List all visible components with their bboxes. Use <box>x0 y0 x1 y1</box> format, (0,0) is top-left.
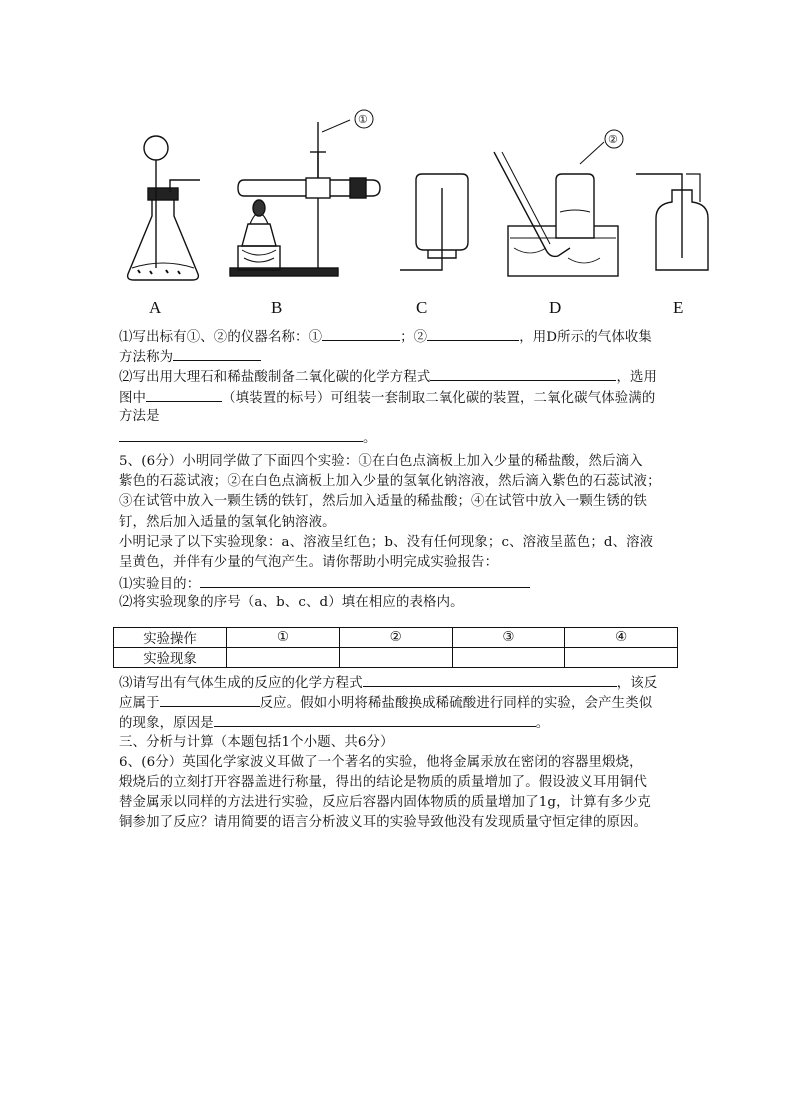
apparatus-b-heating <box>230 122 380 276</box>
apparatus-label-b: B <box>271 298 283 317</box>
q4-part2-line1: ⑵写出用大理石和稀盐酸制备二氧化碳的化学方程式 ，选用 <box>119 366 679 386</box>
q5-intro-line: ③在试管中放入一颗生锈的铁钉，然后加入适量的稀盐酸；④在试管中放入一颗生锈的铁 <box>119 494 648 510</box>
q6-line: 替金属汞以同样的方法进行实验，反应后容器内固体物质的质量增加了1g，计算有多少克 <box>119 795 651 811</box>
apparatus-label-e: E <box>673 298 684 317</box>
apparatus-drawing <box>110 108 730 326</box>
q5-part3-line1: ⑶请写出有气体生成的反应的化学方程式 ，该反 <box>119 672 679 692</box>
apparatus-label-d: D <box>549 298 562 317</box>
answer-blank[interactable] <box>146 387 222 402</box>
callout-1-line <box>322 120 350 132</box>
q5-intro-line: 钉，然后加入适量的氢氧化钠溶液。 <box>119 514 336 530</box>
question-4-block <box>119 326 679 447</box>
answer-blank[interactable] <box>119 427 363 442</box>
q4-part1-line1: ⑴写出标有①、②的仪器名称：① ；② ，用D所示的气体收集 <box>119 326 679 346</box>
answer-blank[interactable] <box>200 573 530 588</box>
table-col-1: ① <box>227 628 340 648</box>
table-col-3: ③ <box>452 628 565 648</box>
apparatus-a-flask <box>128 136 200 280</box>
q4-part2-line2: 图中 （填装置的标号）可组装一套制取二氧化碳的装置，二氧化碳气体验满的 <box>119 387 679 407</box>
q6-line: 煅烧后的立刻打开容器盖进行称量，得出的结论是物质的质量增加了。假设波义耳用铜代 <box>119 774 648 790</box>
q5-part1-line: ⑴实验目的： <box>119 573 679 593</box>
answer-blank[interactable] <box>214 712 536 727</box>
answer-blank[interactable] <box>427 326 519 341</box>
q5-part2-line: ⑵将实验现象的序号（a、b、c、d）填在相应的表格内。 <box>119 595 464 611</box>
q6-line: 6、(6分）英国化学家波义耳做了一个著名的实验，他将金属汞放在密闭的容器里煅烧， <box>119 754 643 770</box>
apparatus-label-a: A <box>149 298 162 317</box>
q5-part3-line2: 应属于 反应。假如小明将稀盐酸换成稀硫酸进行同样的实验，会产生类似 <box>119 692 679 712</box>
q6-line: 铜参加了反应？请用简要的语言分析波义耳的实验导致他没有发现质量守恒定律的原因。 <box>119 815 648 831</box>
table-col-4: ④ <box>565 628 678 648</box>
table-answer-cell[interactable] <box>452 648 565 668</box>
table-answer-cell[interactable] <box>339 648 452 668</box>
callout-2-line <box>580 142 604 164</box>
apparatus-c-jar <box>400 174 468 270</box>
apparatus-e-bottle <box>636 174 708 270</box>
q5-intro-line: 紫色的石蕊试液；②在白色点滴板上加入少量的氢氧化钠溶液，然后滴入紫色的石蕊试液； <box>119 474 661 490</box>
q4-part2-line4: 。 <box>119 427 679 447</box>
apparatus-figure <box>110 108 730 326</box>
table-row <box>114 628 678 648</box>
table-head-operation: 实验操作 <box>114 628 227 648</box>
apparatus-d-trough <box>494 152 618 276</box>
table-answer-cell[interactable] <box>565 648 678 668</box>
table-head-phenomenon: 实验现象 <box>114 648 227 668</box>
apparatus-label-c: C <box>416 298 428 317</box>
q5-intro-line: 小明记录了以下实验现象：a、溶液呈红色；b、没有任何现象；c、溶液呈蓝色；d、溶液 <box>119 534 654 550</box>
q5-intro-line: 呈黄色，并伴有少量的气泡产生。请你帮助小明完成实验报告： <box>119 554 499 570</box>
section-3-title: 三、分析与计算（本题包括1个小题、共6分） <box>119 734 394 750</box>
answer-blank[interactable] <box>363 672 617 687</box>
answer-blank[interactable] <box>322 326 400 341</box>
table-col-2: ② <box>339 628 452 648</box>
callout-1-text: ① <box>358 113 368 126</box>
question-5-block <box>119 452 679 614</box>
answer-blank[interactable] <box>160 692 260 707</box>
q5-part3-line3: 的现象，原因是 。 <box>119 712 679 732</box>
q4-part1-line2: 方法称为 <box>119 346 679 366</box>
q4-part2-line3: 方法是 <box>119 408 160 424</box>
answer-blank[interactable] <box>430 366 616 381</box>
experiment-report-table <box>113 627 678 668</box>
table-answer-cell[interactable] <box>227 648 340 668</box>
question-5-part3-block <box>119 672 679 834</box>
answer-blank[interactable] <box>173 346 261 361</box>
table-row <box>114 648 678 668</box>
q5-intro-line: 5、(6分）小明同学做了下面四个实验：①在白色点滴板上加入少量的稀盐酸，然后滴入 <box>119 454 643 469</box>
callout-2-text: ② <box>608 133 618 146</box>
